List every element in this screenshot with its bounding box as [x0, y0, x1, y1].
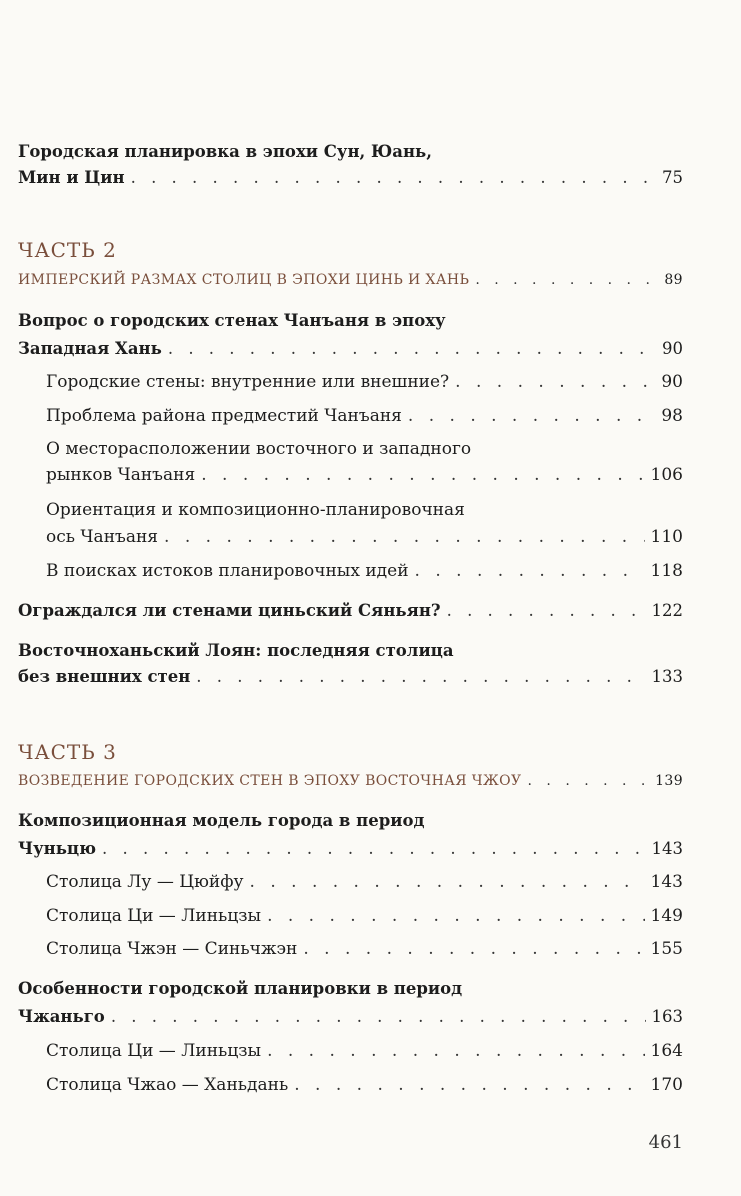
toc-entry-line: Мин и Цин . . . 75	[18, 166, 683, 190]
part-2-subtitle: ИМПЕРСКИЙ РАЗМАХ СТОЛИЦ В ЭПОХИ ЦИНЬ И ХАНЬ . . . 89	[18, 268, 683, 292]
leader-dots	[250, 870, 645, 894]
page-number: 90	[662, 339, 683, 358]
leader-dots	[164, 525, 645, 549]
page-number: 143	[650, 872, 683, 892]
page-number: 75	[662, 168, 683, 187]
toc-subentry: Проблема района предместий Чанъаня . . . 98	[46, 404, 683, 428]
leader-dots	[201, 463, 644, 487]
toc-entry-line: без внешних стен . . . 133	[18, 665, 683, 689]
page-number: 133	[651, 667, 683, 686]
page-number: 163	[651, 1007, 683, 1026]
part-3-heading: ЧАСТЬ 3	[18, 740, 117, 764]
page-number: 143	[651, 839, 683, 858]
toc-entry-song-yuan-ming-qing: Городская планировка в эпохи Сун, Юань,	[18, 142, 432, 161]
page-number: 98	[661, 406, 683, 426]
toc-entry-xianyang: Ограждался ли стенами циньский Сяньян? . . . 122	[18, 599, 683, 623]
toc-subentry: В поисках истоков планировочных идей . . . 118	[46, 559, 683, 583]
leader-dots	[408, 404, 653, 428]
page-number: 122	[651, 601, 683, 620]
page-number: 118	[650, 561, 683, 581]
leader-dots	[196, 665, 645, 689]
leader-dots	[447, 599, 646, 623]
page-number: 139	[655, 773, 683, 789]
toc-subentry: Столица Чжэн — Синьчжэн . . . 155	[46, 937, 683, 961]
leader-dots	[267, 1039, 644, 1063]
page-number: 170	[650, 1075, 683, 1095]
leader-dots	[415, 559, 645, 583]
toc-subentry-line: ось Чанъаня . . . 110	[46, 525, 683, 549]
toc-subentry: Городские стены: внутренние или внешние? . . . 90	[46, 370, 683, 394]
leader-dots	[294, 1073, 644, 1097]
toc-subentry: Столица Ци — Линьцзы . . . 164	[46, 1039, 683, 1063]
toc-entry-changan-walls: Вопрос о городских стенах Чанъаня в эпоху	[18, 311, 446, 330]
toc-entry-zhanguo: Особенности городской планировки в период	[18, 979, 463, 998]
leader-dots	[455, 370, 653, 394]
toc-subentry: О месторасположении восточного и западного	[46, 439, 472, 459]
toc-subentry: Ориентация и композиционно-планировочная	[46, 500, 465, 520]
page-number: 149	[650, 906, 683, 926]
toc-entry-line: Чжаньго . . . 163	[18, 1005, 683, 1029]
leader-dots	[267, 904, 644, 928]
page-number: 89	[664, 272, 683, 288]
folio-page-number: 461	[648, 1132, 683, 1153]
page-number: 90	[661, 372, 683, 392]
leader-dots	[131, 166, 653, 190]
part-3-subtitle: ВОЗВЕДЕНИЕ ГОРОДСКИХ СТЕН В ЭПОХУ ВОСТОЧНАЯ ЧЖОУ . . . 139	[18, 769, 683, 793]
page-number: 155	[650, 939, 683, 959]
page-number: 110	[650, 527, 683, 547]
part-2-heading: ЧАСТЬ 2	[18, 238, 117, 262]
leader-dots	[475, 268, 653, 292]
toc-subentry: Столица Ци — Линьцзы . . . 149	[46, 904, 683, 928]
toc-subentry: Столица Чжао — Ханьдань . . . 170	[46, 1073, 683, 1097]
toc-entry-line: Чуньцю . . . 143	[18, 837, 683, 861]
toc-subentry-line: рынков Чанъаня . . . 106	[46, 463, 683, 487]
leader-dots	[102, 837, 645, 861]
toc-subentry: Столица Лу — Цюйфу . . . 143	[46, 870, 683, 894]
page-number: 164	[650, 1041, 683, 1061]
leader-dots	[303, 937, 644, 961]
toc-entry-line: Западная Хань . . . 90	[18, 337, 683, 361]
page-number: 106	[650, 465, 683, 485]
leader-dots	[111, 1005, 646, 1029]
toc-entry-chunqiu: Композиционная модель города в период	[18, 811, 425, 830]
leader-dots	[168, 337, 653, 361]
toc-entry-luoyang: Восточноханьский Лоян: последняя столица	[18, 641, 454, 660]
leader-dots	[528, 769, 650, 793]
